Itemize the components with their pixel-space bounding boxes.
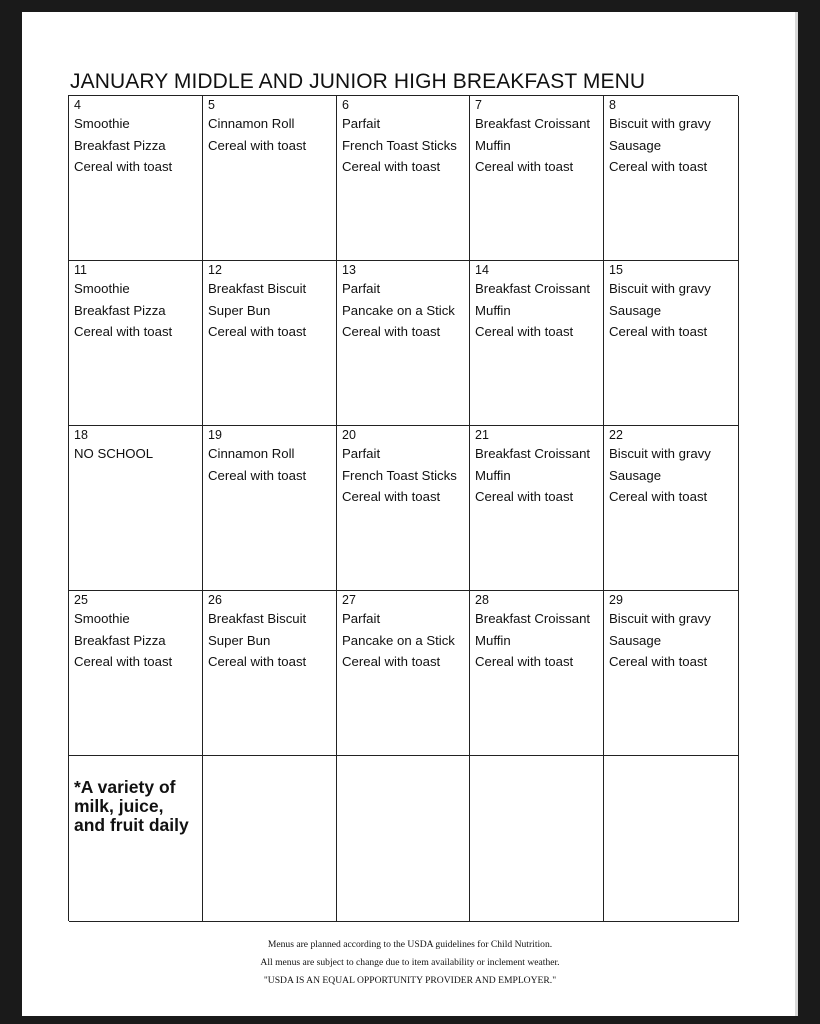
menu-item: Cereal with toast (475, 654, 574, 669)
day-number: 7 (475, 98, 482, 112)
day-cell (604, 96, 739, 261)
menu-item: Cinnamon Roll (208, 116, 295, 131)
day-number: 21 (475, 428, 489, 442)
day-cell (203, 261, 337, 426)
day-number: 22 (609, 428, 623, 442)
empty-cell (604, 756, 739, 922)
day-number: 19 (208, 428, 222, 442)
menu-item: Cereal with toast (342, 324, 441, 339)
menu-item: Cereal with toast (208, 137, 307, 153)
menu-item: French Toast Sticks (342, 137, 457, 153)
day-number: 27 (342, 593, 356, 607)
menu-item: Biscuit with gravy (609, 116, 711, 131)
menu-item: Cereal with toast (342, 489, 441, 504)
menu-item: Sausage (609, 632, 662, 648)
menu-item: Muffin (475, 137, 511, 153)
menu-item: Sausage (609, 302, 662, 318)
day-number: 6 (342, 98, 349, 112)
menu-item: Smoothie (74, 281, 130, 296)
day-cell (470, 96, 604, 261)
day-cell (337, 96, 470, 261)
day-number: 26 (208, 593, 222, 607)
menu-item: Breakfast Biscuit (208, 611, 307, 626)
menu-item: Breakfast Biscuit (208, 281, 307, 296)
day-cell (604, 261, 739, 426)
empty-cell (203, 756, 337, 922)
menu-item: Cereal with toast (475, 489, 574, 504)
menu-item: Muffin (475, 467, 511, 483)
menu-item: Cereal with toast (208, 654, 307, 669)
menu-item: Cereal with toast (475, 324, 574, 339)
day-number: 25 (74, 593, 88, 607)
day-cell (337, 591, 470, 756)
menu-item: Muffin (475, 632, 511, 648)
empty-cell (470, 756, 604, 922)
menu-item: Breakfast Pizza (74, 302, 166, 318)
day-number: 13 (342, 263, 356, 277)
day-cell (203, 96, 337, 261)
day-cell (69, 261, 203, 426)
day-cell (470, 261, 604, 426)
day-cell (69, 96, 203, 261)
menu-calendar-grid (68, 95, 738, 921)
menu-item: Super Bun (208, 302, 271, 318)
day-cell (69, 591, 203, 756)
menu-item: Biscuit with gravy (609, 611, 711, 626)
menu-item: French Toast Sticks (342, 467, 457, 483)
note-cell (69, 756, 203, 922)
menu-item: Super Bun (208, 632, 271, 648)
day-number: 12 (208, 263, 222, 277)
day-number: 4 (74, 98, 81, 112)
day-number: 15 (609, 263, 623, 277)
daily-note: *A variety of milk, juice, and fruit daily (74, 777, 189, 835)
menu-item: Biscuit with gravy (609, 446, 711, 461)
menu-item: Biscuit with gravy (609, 281, 711, 296)
menu-title: JANUARY MIDDLE AND JUNIOR HIGH BREAKFAST MENU (70, 70, 646, 93)
day-number: 18 (74, 428, 88, 442)
footer-line: Menus are planned according to the USDA guidelines for Child Nutrition. (267, 939, 553, 950)
day-number: 5 (208, 98, 215, 112)
menu-item: Parfait (342, 611, 381, 626)
page-edge (795, 12, 798, 1016)
menu-item: Parfait (342, 116, 381, 131)
menu-item: NO SCHOOL (74, 446, 154, 461)
day-cell (470, 591, 604, 756)
menu-item: Pancake on a Stick (342, 632, 455, 648)
footer-line: "USDA IS AN EQUAL OPPORTUNITY PROVIDER AND EMPLOYER." (263, 975, 557, 986)
day-cell (337, 261, 470, 426)
menu-item: Cereal with toast (475, 159, 574, 174)
menu-item: Cereal with toast (208, 324, 307, 339)
menu-item: Sausage (609, 467, 662, 483)
menu-item: Cereal with toast (342, 654, 441, 669)
menu-item: Breakfast Croissant (475, 281, 591, 296)
day-cell (337, 426, 470, 591)
menu-item: Cereal with toast (208, 467, 307, 483)
day-number: 8 (609, 98, 616, 112)
menu-item: Cereal with toast (74, 159, 173, 174)
menu-item: Cinnamon Roll (208, 446, 295, 461)
day-cell (69, 426, 203, 591)
menu-item: Smoothie (74, 116, 130, 131)
menu-item: Cereal with toast (74, 654, 173, 669)
menu-item: Breakfast Pizza (74, 632, 166, 648)
menu-item: Muffin (475, 302, 511, 318)
menu-item: Parfait (342, 446, 381, 461)
menu-item: Cereal with toast (74, 324, 173, 339)
day-number: 14 (475, 263, 489, 277)
day-cell (470, 426, 604, 591)
day-number: 28 (475, 593, 489, 607)
menu-item: Pancake on a Stick (342, 302, 455, 318)
day-cell (203, 591, 337, 756)
menu-item: Cereal with toast (342, 159, 441, 174)
menu-item: Smoothie (74, 611, 130, 626)
empty-cell (337, 756, 470, 922)
footer-line: All menus are subject to change due to item availability or inclement weather. (260, 957, 560, 968)
menu-item: Breakfast Croissant (475, 446, 591, 461)
day-number: 11 (74, 263, 87, 277)
menu-item: Breakfast Croissant (475, 116, 591, 131)
menu-item: Cereal with toast (609, 159, 708, 174)
day-cell (604, 426, 739, 591)
menu-item: Cereal with toast (609, 324, 708, 339)
menu-item: Breakfast Croissant (475, 611, 591, 626)
menu-item: Sausage (609, 137, 662, 153)
menu-item: Cereal with toast (609, 489, 708, 504)
menu-item: Parfait (342, 281, 381, 296)
day-cell (604, 591, 739, 756)
menu-item: Breakfast Pizza (74, 137, 166, 153)
day-cell (203, 426, 337, 591)
day-number: 29 (609, 593, 623, 607)
day-number: 20 (342, 428, 356, 442)
menu-item: Cereal with toast (609, 654, 708, 669)
menu-footer (0, 936, 820, 990)
